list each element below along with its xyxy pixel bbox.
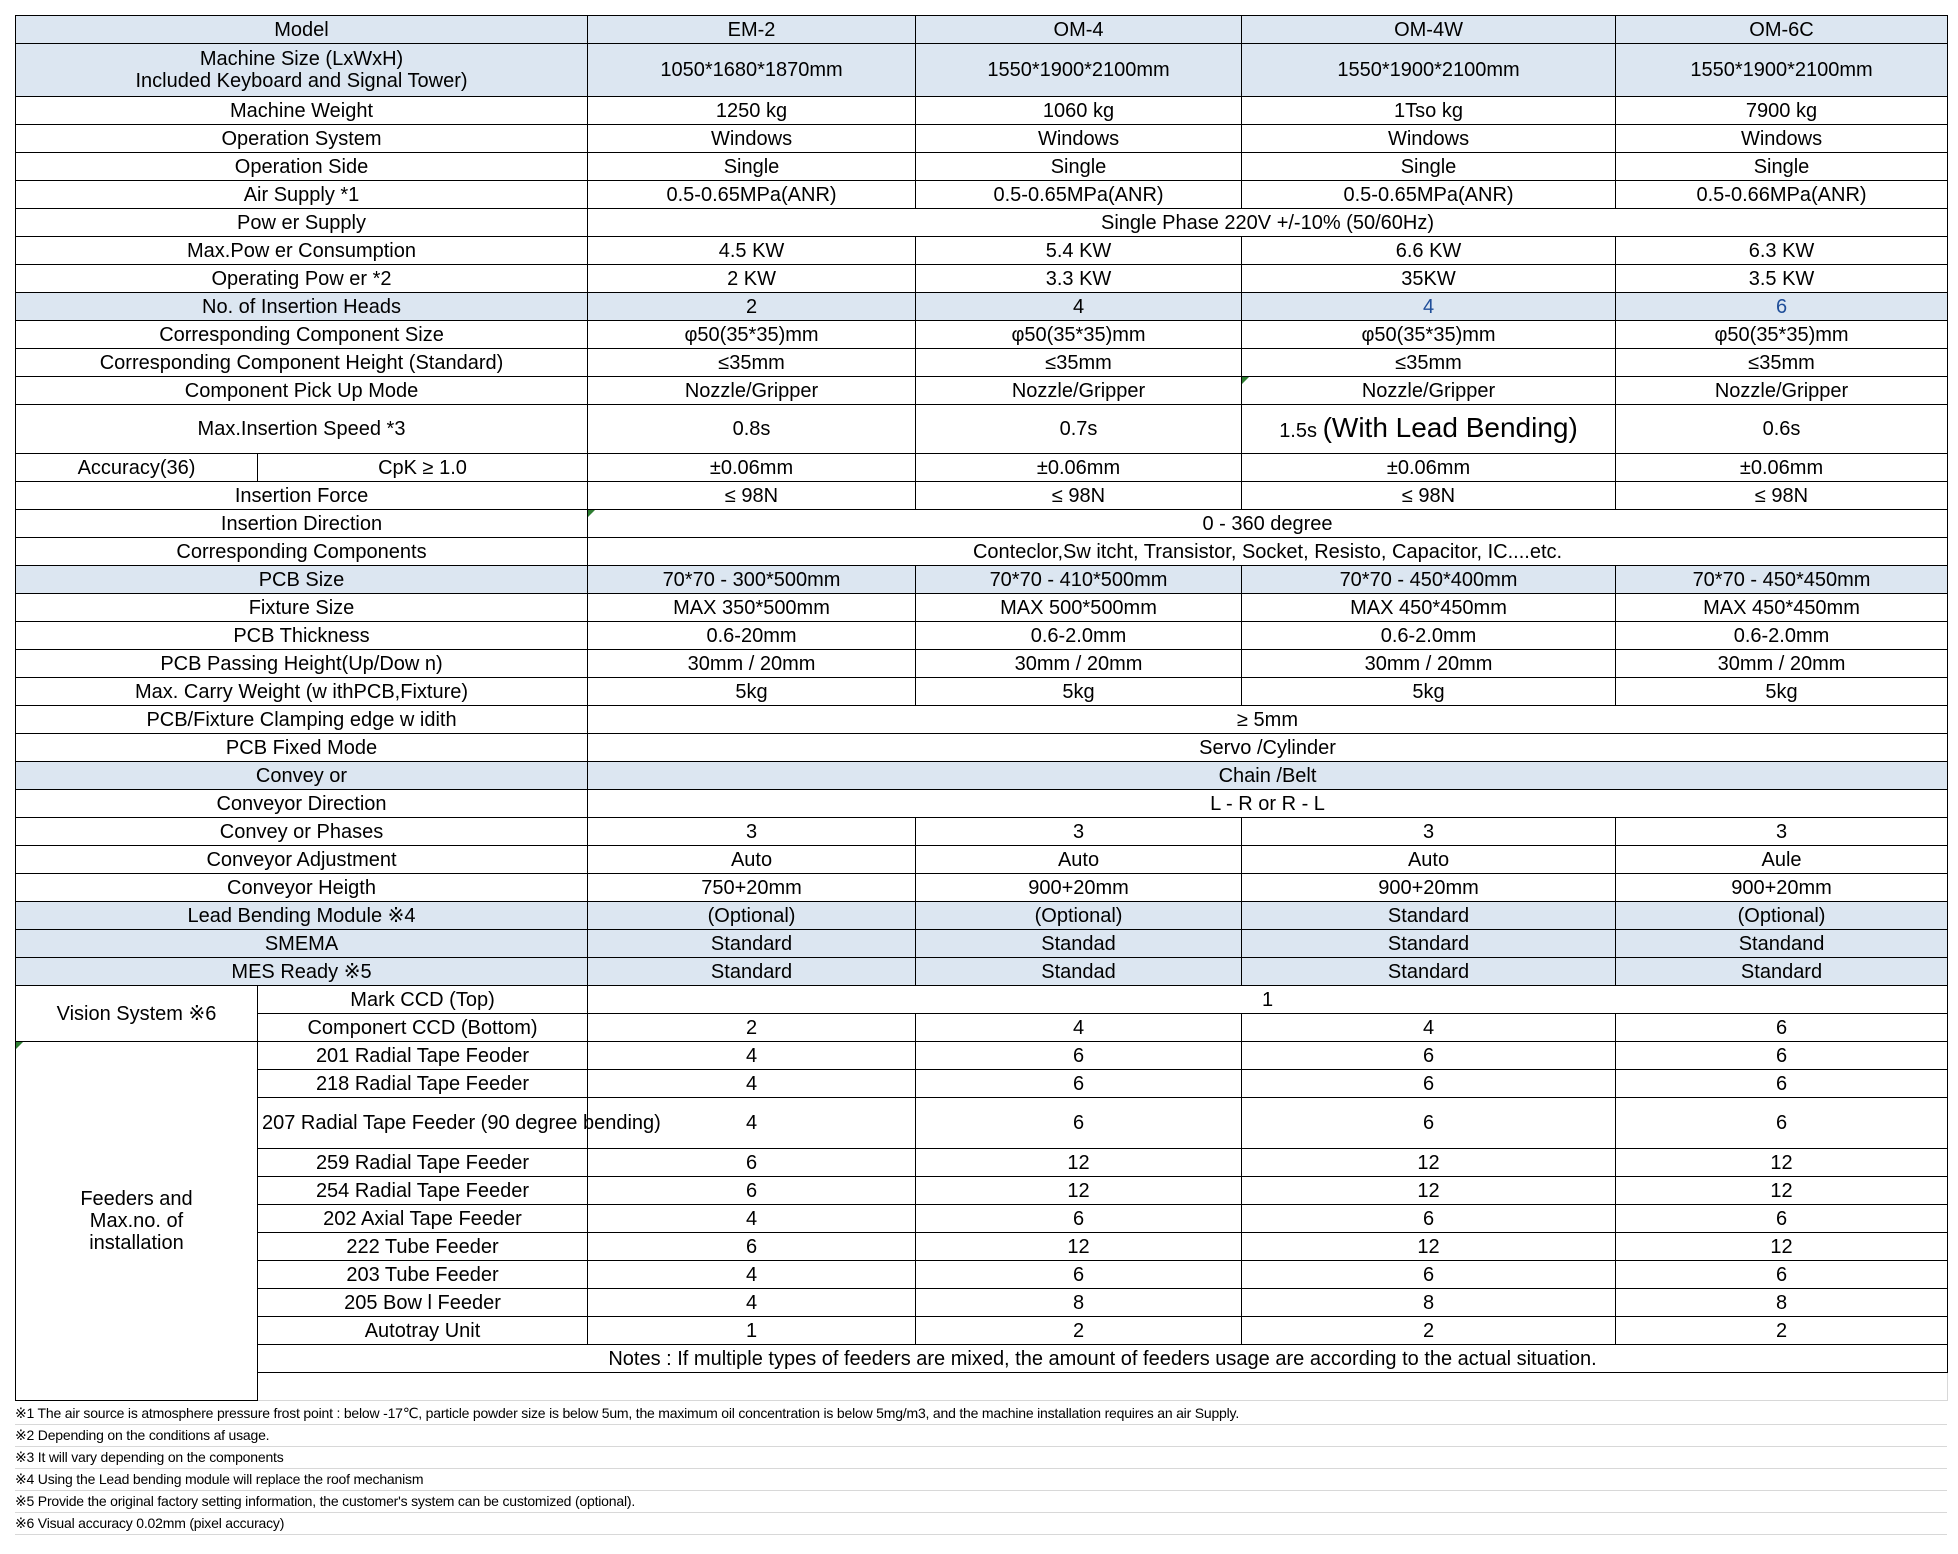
feeder-count: 6 [916,1098,1242,1149]
row-value: ≤ 98N [916,482,1242,510]
feeder-row [16,1205,1948,1233]
feeder-name: 203 Tube Feeder [258,1261,588,1289]
row-value: 900+20mm [1616,874,1948,902]
row-label: Pow er Supply [16,209,588,237]
feeder-row [16,1233,1948,1261]
feeder-row [16,1098,1948,1149]
row-value: 2 KW [588,265,916,293]
feeder-count: 6 [916,1205,1242,1233]
row-value: 0.5-0.66MPa(ANR) [1616,181,1948,209]
row-value: 2 [588,1014,916,1042]
spec-row [16,958,1948,986]
row-value: 3.3 KW [916,265,1242,293]
feeder-count: 12 [1616,1149,1948,1177]
feeder-count: 6 [1616,1098,1948,1149]
row-label: Conveyor Adjustment [16,846,588,874]
spec-row-fixed-mode [16,734,1948,762]
row-value: 6.6 KW [1242,237,1616,265]
row-value: ≤35mm [1616,349,1948,377]
feeder-count: 12 [1616,1177,1948,1205]
row-label: Conveyor Heigth [16,874,588,902]
footnote: ※2 Depending on the conditions af usage. [15,1425,1947,1447]
row-value: 4 [916,293,1242,321]
row-label: Corresponding Components [16,538,588,566]
feeder-count: 6 [916,1261,1242,1289]
row-value: Standard [1242,958,1616,986]
spec-row-accuracy [16,454,1948,482]
spec-row [16,930,1948,958]
row-value: 70*70 - 450*400mm [1242,566,1616,594]
row-value: MAX 450*450mm [1616,594,1948,622]
feeder-count: 4 [588,1261,916,1289]
feeder-row [16,1070,1948,1098]
row-value: 7900 kg [1616,97,1948,125]
feeder-count: 2 [916,1317,1242,1345]
row-value: 750+20mm [588,874,916,902]
feeders-group-label [16,1042,258,1401]
feeder-row [16,1177,1948,1205]
feeder-name: Autotray Unit [258,1317,588,1345]
row-value: (Optional) [588,902,916,930]
row-value: 1250 kg [588,97,916,125]
row-value: Nozzle/Gripper [1242,377,1616,405]
row-value: 900+20mm [916,874,1242,902]
feeder-name: 201 Radial Tape Feoder [258,1042,588,1070]
spec-row-machine-size [16,44,1948,97]
row-value: Auto [916,846,1242,874]
row-value: 6 [1616,293,1948,321]
feeder-count: 6 [1616,1205,1948,1233]
row-value: Single [588,153,916,181]
row-value-merged: Servo /Cylinder [588,734,1948,762]
row-value: Windows [916,125,1242,153]
row-label: Corresponding Component Size [16,321,588,349]
row-label: Machine Weight [16,97,588,125]
spec-row [16,902,1948,930]
row-value: 6.3 KW [1616,237,1948,265]
spec-row [16,650,1948,678]
spec-row-clamping [16,706,1948,734]
row-value: 5kg [916,678,1242,706]
row-value: 3 [588,818,916,846]
row-value: 0.6-20mm [588,622,916,650]
feeder-count: 12 [1616,1233,1948,1261]
feeder-count: 4 [588,1098,916,1149]
row-value: MAX 500*500mm [916,594,1242,622]
row-value: MAX 350*500mm [588,594,916,622]
row-label: PCB Size [16,566,588,594]
row-value: Windows [1616,125,1948,153]
feeder-name: 207 Radial Tape Feeder (90 degree bending) [258,1098,588,1149]
row-value: Single [916,153,1242,181]
row-value: Standard [588,958,916,986]
spec-row [16,622,1948,650]
spec-row [16,349,1948,377]
feeder-name: 205 Bow l Feeder [258,1289,588,1317]
row-value: ≤ 98N [588,482,916,510]
row-value: 70*70 - 450*450mm [1616,566,1948,594]
feeder-count: 12 [916,1149,1242,1177]
row-value: 0.6s [1616,405,1948,454]
feeder-count: 4 [588,1070,916,1098]
row-value: φ50(35*35)mm [1616,321,1948,349]
spec-row [16,846,1948,874]
row-value: 2 [588,293,916,321]
feeder-count: 6 [916,1070,1242,1098]
row-value: φ50(35*35)mm [1242,321,1616,349]
row-value: ±0.06mm [1616,454,1948,482]
row-value: 1060 kg [916,97,1242,125]
spec-row [16,594,1948,622]
row-value: φ50(35*35)mm [588,321,916,349]
row-value: Standard [588,930,916,958]
row-value: 70*70 - 300*500mm [588,566,916,594]
spec-row-max-power [16,237,1948,265]
spec-row-components [16,538,1948,566]
row-label: Convey or [16,762,588,790]
feeder-row [16,1289,1948,1317]
row-value-merged: Single Phase 220V +/-10% (50/60Hz) [588,209,1948,237]
speed-note: (With Lead Bending) [1322,411,1578,443]
spec-row [16,874,1948,902]
spec-row-conveyor [16,762,1948,790]
row-value: Nozzle/Gripper [588,377,916,405]
feeder-count: 6 [588,1177,916,1205]
row-label: Insertion Force [16,482,588,510]
row-label: Air Supply *1 [16,181,588,209]
row-value: Standad [916,930,1242,958]
spec-row-insertion-direction [16,510,1948,538]
row-value: Auto [588,846,916,874]
row-value: 5kg [1616,678,1948,706]
row-value: (Optional) [916,902,1242,930]
row-label: Operation Side [16,153,588,181]
row-label: Corresponding Component Height (Standard) [16,349,588,377]
row-value: Single [1616,153,1948,181]
row-value: 3 [916,818,1242,846]
feeders-note: Notes : If multiple types of feeders are mixed, the amount of feeders usage are according to the actual situation. [258,1345,1948,1373]
spec-row-conveyor-direction [16,790,1948,818]
row-value: Windows [1242,125,1616,153]
row-value: Nozzle/Gripper [1616,377,1948,405]
spec-row-insertion-force [16,482,1948,510]
row-label: Conveyor Direction [16,790,588,818]
row-value: ≤35mm [1242,349,1616,377]
row-value: 0.5-0.65MPa(ANR) [916,181,1242,209]
row-value: 5kg [1242,678,1616,706]
feeder-count: 2 [1616,1317,1948,1345]
row-value: 30mm / 20mm [916,650,1242,678]
row-value-merged: 0 - 360 degree [588,510,1948,538]
header-row [16,16,1948,44]
row-value: 3 [1616,818,1948,846]
vision-system-label: Vision System ※6 [16,986,258,1042]
row-label: MES Ready ※5 [16,958,588,986]
spec-row [16,321,1948,349]
feeder-count: 12 [916,1177,1242,1205]
row-value-merged: ≥ 5mm [588,706,1948,734]
row-label: Convey or Phases [16,818,588,846]
row-value: ≤35mm [588,349,916,377]
model-name: EM-2 [588,16,916,44]
spec-row-vision-component [16,1014,1948,1042]
feeder-count: 8 [916,1289,1242,1317]
feeder-name: 254 Radial Tape Feeder [258,1177,588,1205]
feeder-row [16,1149,1948,1177]
row-label: Mark CCD (Top) [258,986,588,1014]
row-value: 70*70 - 410*500mm [916,566,1242,594]
row-value: 4.5 KW [588,237,916,265]
spec-row-pcb-size [16,566,1948,594]
row-label: Accuracy(36) [16,454,258,482]
feeder-count: 6 [588,1149,916,1177]
size-label-line1: Machine Size (LxWxH) [199,48,404,70]
spec-row-insertion-speed [16,405,1948,454]
spec-row [16,181,1948,209]
spec-row-power-supply [16,209,1948,237]
feeder-count: 8 [1616,1289,1948,1317]
feeder-count: 6 [1616,1261,1948,1289]
spec-row [16,818,1948,846]
row-value: ≤ 98N [1616,482,1948,510]
row-label: Max.Pow er Consumption [16,237,588,265]
spec-table [15,15,1948,1401]
spec-sheet [15,15,1948,1401]
row-value-merged: Conteclor,Sw itcht, Transistor, Socket, Resisto, Capacitor, IC....etc. [588,538,1948,566]
row-value: 4 [1242,293,1616,321]
feeder-name: 222 Tube Feeder [258,1233,588,1261]
row-value: φ50(35*35)mm [916,321,1242,349]
feeder-count: 12 [1242,1149,1616,1177]
row-value: 1550*1900*2100mm [1242,44,1616,97]
notes-row [16,1345,1948,1373]
feeder-row [16,1042,1948,1070]
row-value: 1050*1680*1870mm [588,44,916,97]
row-value: Standard [1242,902,1616,930]
feeder-count: 4 [588,1205,916,1233]
row-value: 0.6-2.0mm [1616,622,1948,650]
spec-row [16,377,1948,405]
row-value-merged: L - R or R - L [588,790,1948,818]
row-label: Max. Carry Weight (w ithPCB,Fixture) [16,678,588,706]
feeder-name: 202 Axial Tape Feeder [258,1205,588,1233]
row-value: Windows [588,125,916,153]
row-value: Standard [1616,958,1948,986]
row-value-merged: 1 [588,986,1948,1014]
row-value: 6 [1616,1014,1948,1042]
row-value: (Optional) [1616,902,1948,930]
row-value: 30mm / 20mm [1242,650,1616,678]
row-label: Operating Pow er *2 [16,265,588,293]
size-label-line2: Included Keyboard and Signal Tower) [135,70,468,92]
feeder-count: 12 [1242,1233,1616,1261]
row-value: ±0.06mm [916,454,1242,482]
row-value: ±0.06mm [588,454,916,482]
row-value: 0.8s [588,405,916,454]
row-label: Insertion Direction [16,510,588,538]
feeder-count: 4 [588,1042,916,1070]
feeder-count: 1 [588,1317,916,1345]
footnote: ※4 Using the Lead bending module will replace the roof mechanism [15,1469,1947,1491]
speed-value: 1.5s [1279,419,1317,442]
header-model-label: Model [16,16,588,44]
row-value: 0.6-2.0mm [916,622,1242,650]
footnote: ※1 The air source is atmosphere pressure frost point : below -17℃, particle powder size is below 5um, the maximum oil concentration is below 5mg/m3, and the machine installation requires an air Supply. [15,1403,1947,1425]
row-value: 0.5-0.65MPa(ANR) [1242,181,1616,209]
row-label: No. of Insertion Heads [16,293,588,321]
row-value: 0.7s [916,405,1242,454]
row-label: PCB Thickness [16,622,588,650]
feeder-name: 259 Radial Tape Feeder [258,1149,588,1177]
feeder-count: 6 [1242,1098,1616,1149]
feeders-label-line: Max.no. of [89,1210,184,1232]
row-value: 1Tso kg [1242,97,1616,125]
row-value: 35KW [1242,265,1616,293]
footnote: ※6 Visual accuracy 0.02mm (pixel accuracy) [15,1513,1947,1535]
blank-cell [258,1373,1948,1401]
row-label: PCB Fixed Mode [16,734,588,762]
row-value: 5.4 KW [916,237,1242,265]
row-label: Operation System [16,125,588,153]
row-value: Nozzle/Gripper [916,377,1242,405]
row-value: Standad [916,958,1242,986]
feeder-count: 6 [1242,1042,1616,1070]
feeder-row [16,1261,1948,1289]
footnote: ※5 Provide the original factory setting information, the customer's system can be customized (optional). [15,1491,1947,1513]
row-value: 5kg [588,678,916,706]
row-value: 0.6-2.0mm [1242,622,1616,650]
spec-row-operating-power [16,265,1948,293]
row-value: 30mm / 20mm [1616,650,1948,678]
feeder-row [16,1317,1948,1345]
feeder-name: 218 Radial Tape Feeder [258,1070,588,1098]
row-value: 4 [916,1014,1242,1042]
feeder-count: 12 [916,1233,1242,1261]
row-value-merged: Chain /Belt [588,762,1948,790]
row-value: Aule [1616,846,1948,874]
row-label [16,44,588,97]
row-value: ±0.06mm [1242,454,1616,482]
footnotes [15,1403,1947,1535]
model-name: OM-4W [1242,16,1616,44]
row-value: ≤35mm [916,349,1242,377]
row-value: 3 [1242,818,1616,846]
spec-row [16,678,1948,706]
feeder-count: 2 [1242,1317,1616,1345]
row-value: 900+20mm [1242,874,1616,902]
feeder-count: 6 [916,1042,1242,1070]
row-label: Componert CCD (Bottom) [258,1014,588,1042]
feeder-count: 8 [1242,1289,1616,1317]
blank-row [16,1373,1948,1401]
feeder-count: 6 [1242,1070,1616,1098]
feeders-label-line: Feeders and [80,1188,193,1210]
row-label: Component Pick Up Mode [16,377,588,405]
row-label: Lead Bending Module ※4 [16,902,588,930]
row-value: 0.5-0.65MPa(ANR) [588,181,916,209]
spec-row-vision-mark [16,986,1948,1014]
row-label: PCB Passing Height(Up/Dow n) [16,650,588,678]
feeders-label-line: installation [89,1232,184,1254]
row-value: ≤ 98N [1242,482,1616,510]
row-value: MAX 450*450mm [1242,594,1616,622]
footnote: ※3 It will vary depending on the components [15,1447,1947,1469]
feeder-count: 6 [1242,1261,1616,1289]
feeder-count: 6 [1242,1205,1616,1233]
model-name: OM-4 [916,16,1242,44]
spec-row [16,153,1948,181]
row-label: SMEMA [16,930,588,958]
row-label: Fixture Size [16,594,588,622]
row-value: 4 [1242,1014,1616,1042]
feeder-count: 4 [588,1289,916,1317]
spec-row [16,125,1948,153]
row-value: 1550*1900*2100mm [916,44,1242,97]
feeder-count: 12 [1242,1177,1616,1205]
row-value: Single [1242,153,1616,181]
row-value [1242,405,1616,454]
spec-row [16,97,1948,125]
row-value: Auto [1242,846,1616,874]
row-value: 30mm / 20mm [588,650,916,678]
spec-row-insertion-heads [16,293,1948,321]
row-value: Standard [1242,930,1616,958]
feeder-count: 6 [588,1233,916,1261]
feeder-count: 6 [1616,1070,1948,1098]
row-label: Max.Insertion Speed *3 [16,405,588,454]
feeder-count: 6 [1616,1042,1948,1070]
row-value: 3.5 KW [1616,265,1948,293]
model-name: OM-6C [1616,16,1948,44]
row-value: 1550*1900*2100mm [1616,44,1948,97]
row-sublabel: CpK ≥ 1.0 [258,454,588,482]
row-value: Standand [1616,930,1948,958]
row-label: PCB/Fixture Clamping edge w idith [16,706,588,734]
